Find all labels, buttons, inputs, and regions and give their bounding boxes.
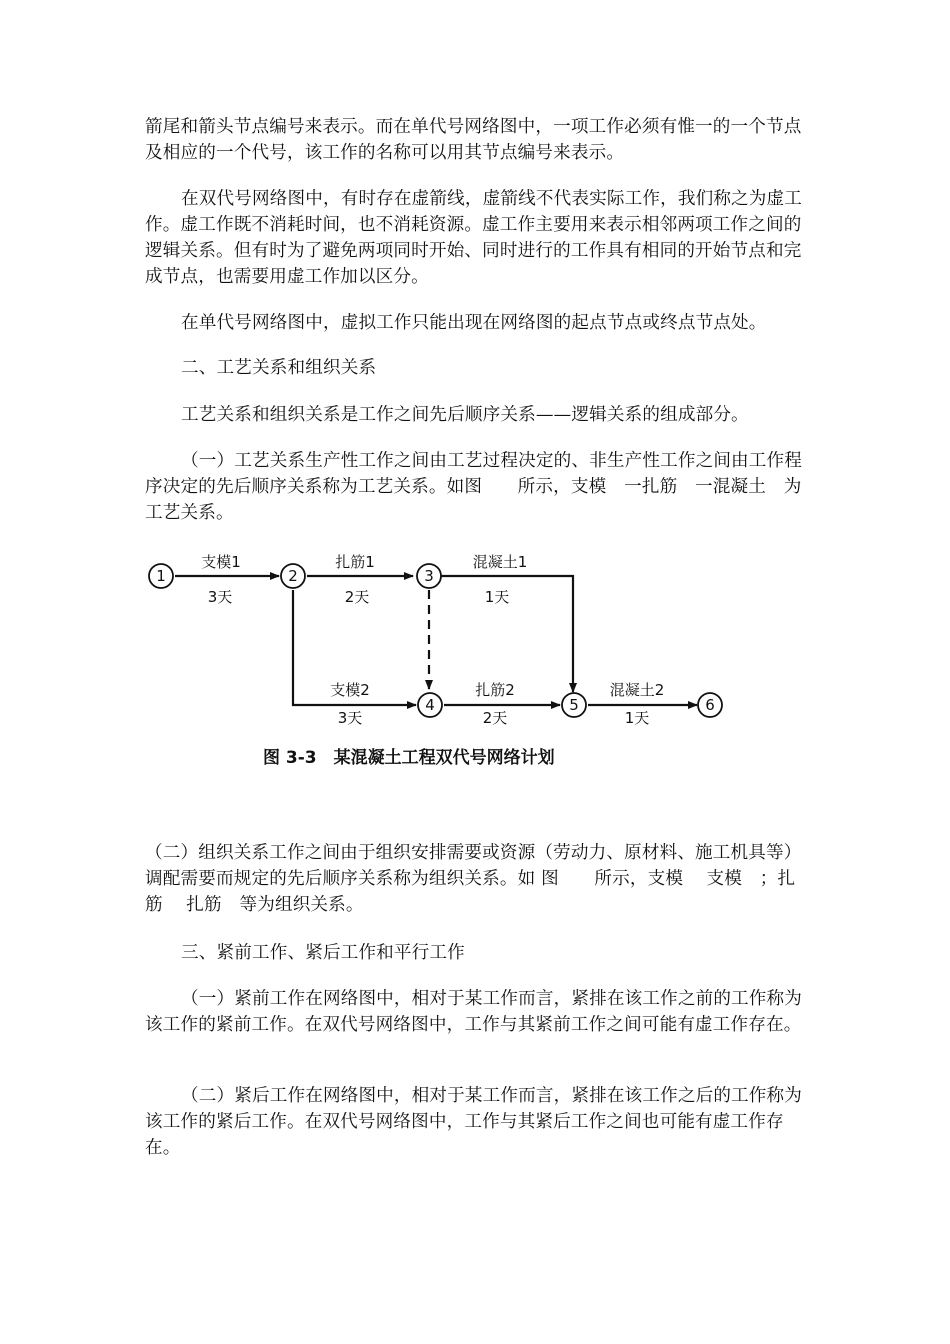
section-heading-work-types: 三、紧前工作、紧后工作和平行工作 [181,943,465,963]
node-5-label: 5 [569,696,579,714]
network-diagram [145,545,745,780]
duration-label: 2天 [344,588,370,606]
paragraph-dummy-work: 在双代号网络图中，有时存在虚箭线，虚箭线不代表实际工作，我们称之为虚工作。虚工作既不消耗时间，也不消耗资源。虚工作主要用来表示相邻两项工作之间的逻辑关系。但有时为了避免两项同时开始、同时进行的工作具有相同的开始节点和完成节点，也需要用虚工作加以区分。 [145,189,803,287]
figure-caption: 图 3-3 某混凝土工程双代号网络计划 [263,748,555,768]
activity-label: 混凝土1 [472,553,528,571]
activity-label: 扎筋2 [475,681,515,699]
duration-label: 1天 [624,709,650,727]
node-4-label: 4 [425,696,435,714]
paragraph-node-numbering: 箭尾和箭头节点编号来表示。而在单代号网络图中，一项工作必须有惟一的一个节点及相应的一个代号，该工作的名称可以用其节点编号来表示。 [145,117,802,163]
activity-label: 扎筋1 [335,553,375,571]
node-2-label: 2 [288,567,298,585]
activity-label: 支模1 [201,553,241,571]
paragraph-logic-relations: 工艺关系和组织关系是工作之间先后顺序关系——逻辑关系的组成部分。 [181,405,749,425]
activity-label: 混凝土2 [609,681,665,699]
duration-label: 2天 [482,709,508,727]
node-6-label: 6 [705,696,715,714]
paragraph-single-code-dummy: 在单代号网络图中，虚拟工作只能出现在网络图的起点节点或终点节点处。 [181,313,767,333]
node-1-label: 1 [156,567,166,585]
node-3-label: 3 [424,567,434,585]
duration-label: 1天 [484,588,510,606]
paragraph-organization-relation: （二）组织关系工作之间由于组织安排需要或资源（劳动力、原材料、施工机具等）调配需要而规定的先后顺序关系称为组织关系。如 图 所示，支模 支模 ；扎筋 扎筋 等为组织关系。 [145,843,802,915]
paragraph-process-relation: （一）工艺关系生产性工作之间由工艺过程决定的、非生产性工作之间由工作程序决定的先后顺序关系称为工艺关系。如图 所示，支模 一扎筋 一混凝土 为工艺关系。 [145,451,803,523]
activity-label: 支模2 [330,681,370,699]
paragraph-preceding-work: （一）紧前工作在网络图中，相对于某工作而言，紧排在该工作之前的工作称为该工作的紧前工作。在双代号网络图中，工作与其紧前工作之间可能有虚工作存在。 [145,989,803,1035]
duration-label: 3天 [337,709,363,727]
network-diagram-figure [145,545,745,780]
duration-label: 3天 [207,588,233,606]
section-heading-relations: 二、工艺关系和组织关系 [181,358,377,378]
paragraph-following-work: （二）紧后工作在网络图中，相对于某工作而言，紧排在该工作之后的工作称为该工作的紧后工作。在双代号网络图中，工作与其紧后工作之间也可能有虚工作存在。 [145,1086,803,1158]
